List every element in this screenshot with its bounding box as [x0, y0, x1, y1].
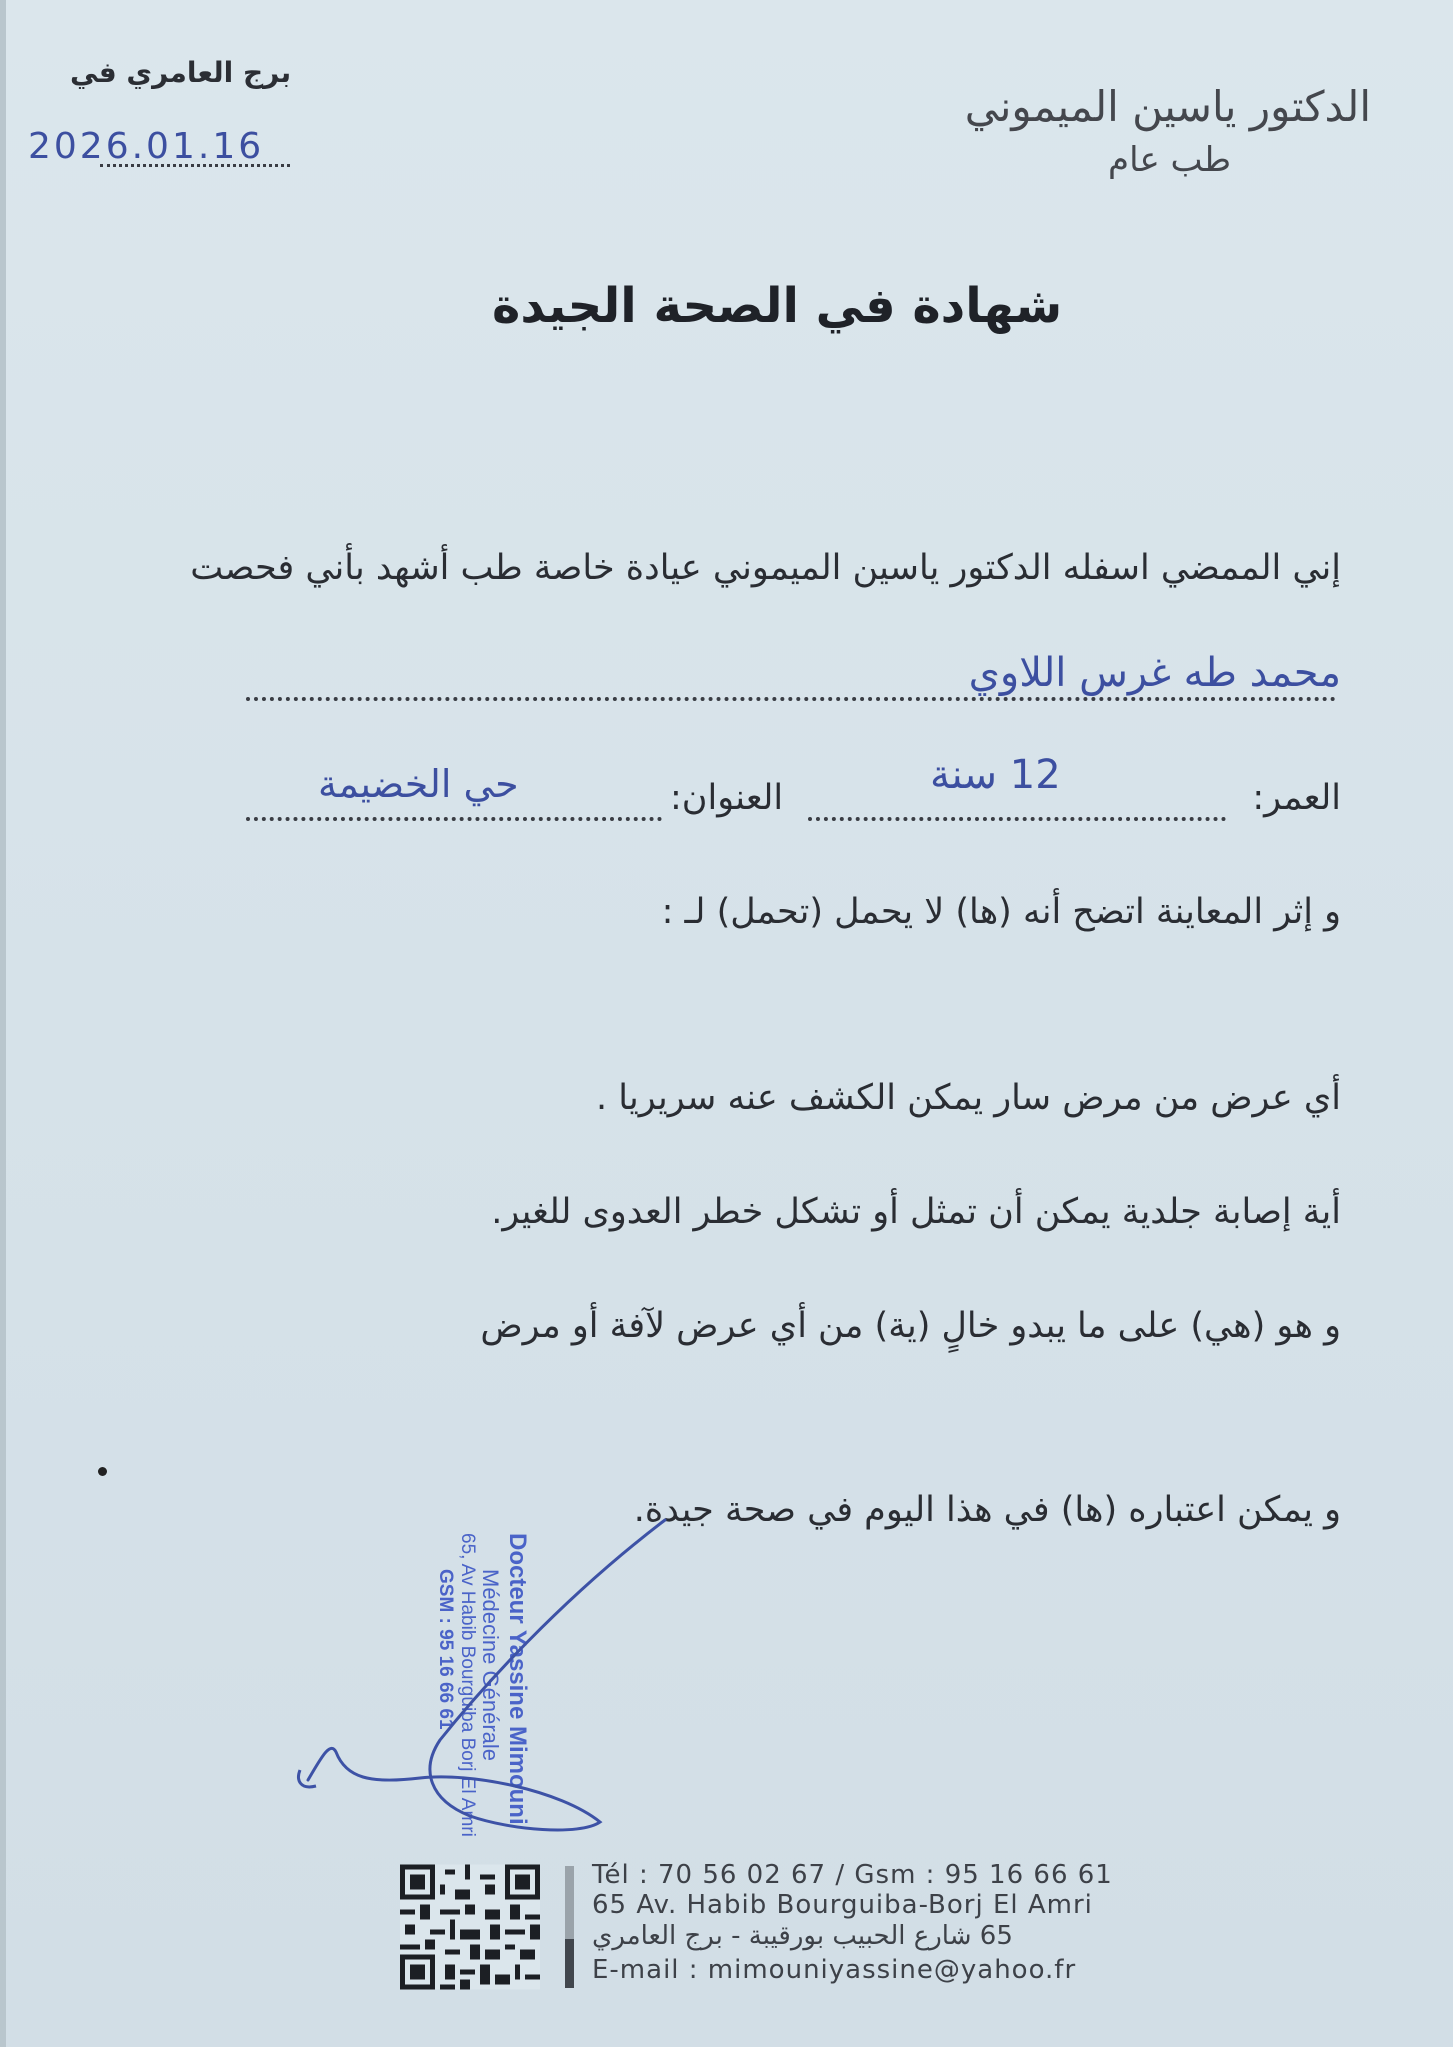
certificate-title: شهادة في الصحة الجيدة	[492, 278, 1063, 334]
ink-dot	[98, 1467, 107, 1476]
stamp-line-1: Docteur Yassine Mimouni	[504, 1533, 531, 1825]
footer-email: E-mail : mimouniyassine@yahoo.fr	[592, 1955, 1077, 1985]
specialty: طب عام	[1108, 140, 1231, 180]
clause-1: أي عرض من مرض سار يمكن الكشف عنه سريريا .	[596, 1078, 1341, 1118]
paper-edge	[0, 0, 6, 2047]
footer-phones: Tél : 70 56 02 67 / Gsm : 95 16 66 61	[592, 1860, 1113, 1890]
date-dotted-line	[100, 164, 290, 167]
examination-line: و إثر المعاينة اتضح أنه (ها) لا يحمل (تحمل) لـ :	[661, 892, 1341, 932]
conclusion-line: و يمكن اعتباره (ها) في هذا اليوم في صحة جيدة.	[633, 1490, 1341, 1530]
age-line	[808, 817, 1226, 821]
age-label: العمر:	[1252, 778, 1341, 818]
stamp-line-3: 65, Av Habib Bourguiba Borj El Amri	[457, 1533, 479, 1837]
stamp-line-2: Médecine Générale	[478, 1569, 504, 1762]
handwritten-date: 2026.01.16	[28, 126, 265, 167]
address-value: حي الخضيمة	[318, 762, 519, 806]
address-label: العنوان:	[670, 778, 784, 818]
footer-address-fr: 65 Av. Habib Bourguiba-Borj El Amri	[592, 1890, 1093, 1920]
intro-line: إني الممضي اسفله الدكتور ياسين الميموني عيادة خاصة طب أشهد بأني فحصت	[190, 548, 1341, 588]
footer-separator	[565, 1866, 574, 1988]
stamp-line-4: GSM : 95 16 66 61	[435, 1569, 457, 1730]
age-value: 12 سنة	[930, 752, 1061, 798]
patient-name: محمد طه غرس اللاوي	[968, 650, 1341, 696]
address-line	[246, 817, 662, 821]
clause-2: أية إصابة جلدية يمكن أن تمثل أو تشكل خطر العدوى للغير.	[491, 1192, 1341, 1232]
place-prefix: برج العامري في	[70, 56, 292, 89]
clause-3: و هو (هي) على ما يبدو خالٍ (ية) من أي عرض لآفة أو مرض	[480, 1306, 1341, 1346]
patient-name-line	[246, 697, 1336, 701]
footer-address-ar: 65 شارع الحبيب بورقيبة - برج العامري	[592, 1921, 1013, 1951]
doctor-name: الدكتور ياسين الميموني	[964, 82, 1371, 131]
qr-code-icon	[400, 1864, 540, 1990]
